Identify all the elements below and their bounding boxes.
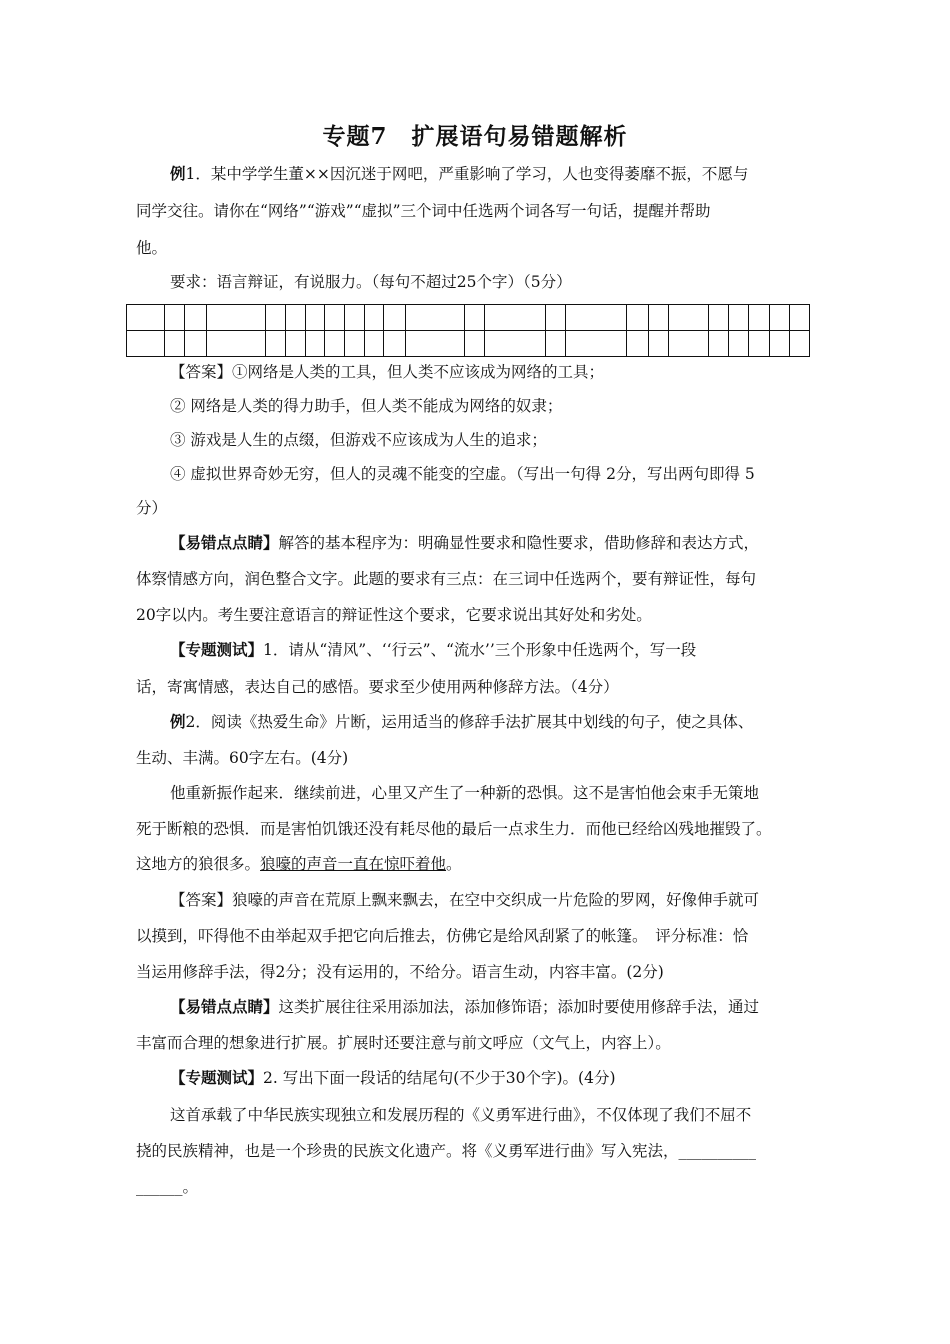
test-line-2: 话，寄寓情感，表达自己的感悟。要求至少使用两种修辞方法。（4分）	[136, 678, 619, 696]
test-label: 【专题测试】	[170, 640, 264, 659]
test-line-1: 【专题测试】1．请从“清风”、‘‘行云”、“流水’’三个形象中任选两个，写一段	[170, 640, 697, 659]
example-2-line-1: 例2．阅读《热爱生命》片断，运用适当的修辞手法扩展其中划线的句子，使之具体、	[170, 712, 754, 731]
underlined-sentence: 狼嚎的声音一直在惊吓着他	[260, 855, 447, 873]
answer-line-5: 分）	[136, 499, 168, 517]
passage-line-3: 这地方的狼很多。狼嚎的声音一直在惊吓着他。	[136, 855, 462, 873]
grid-row	[127, 305, 810, 331]
test-2-line-1: 【专题测试】2. 写出下面一段话的结尾句(不少于30个字)。(4分)	[170, 1068, 616, 1087]
example-1-line-2: 同学交往。请你在“网络”“游戏”“虚拟”三个词中任选两个词各写一句话，提醒并帮助	[136, 202, 711, 220]
tip-2-line-2: 丰富而合理的想象进行扩展。扩展时还要注意与前文呼应（文气上，内容上）。	[136, 1034, 671, 1052]
answer-line-2: ② 网络是人类的得力助手，但人类不能成为网络的奴隶；	[170, 397, 563, 415]
example-1-line-3: 他。	[136, 239, 168, 257]
tip-label: 【易错点点睛】	[170, 997, 279, 1016]
tip-line-2: 体察情感方向，润色整合文字。此题的要求有三点：在三词中任选两个，要有辩证性，每句	[136, 570, 757, 588]
passage-line-1: 他重新振作起来．继续前进，心里又产生了一种新的恐惧。这不是害怕他会束手无策地	[170, 784, 760, 802]
answer-line-4: ④ 虚拟世界奇妙无穷，但人的灵魂不能变的空虚。（写出一句得 2分，写出两句即得 5	[170, 465, 755, 483]
answer-line-3: ③ 游戏是人生的点缀，但游戏不应该成为人生的追求；	[170, 431, 547, 449]
grid-row	[127, 331, 810, 357]
question-line-3: ______。	[136, 1178, 199, 1196]
answer-label: 【答案】	[170, 363, 233, 381]
answer-grid[interactable]	[126, 304, 810, 357]
answer-2-line-1: 【答案】狼嚎的声音在荒原上飘来飘去，在空中交织成一片危险的罗网，好像伸手就可	[170, 891, 760, 909]
tip-2-line-1: 【易错点点睛】这类扩展往往采用添加法，添加修饰语；添加时要使用修辞手法，通过	[170, 997, 760, 1016]
question-line-2: 挠的民族精神，也是一个珍贵的民族文化遗产。将《义勇军进行曲》写入宪法，__________	[136, 1142, 757, 1160]
tip-line-1: 【易错点点睛】解答的基本程序为：明确显性要求和隐性要求，借助修辞和表达方式，	[170, 533, 760, 552]
answer-line-1: 【答案】①网络是人类的工具，但人类不应该成为网络的工具；	[170, 363, 605, 381]
page-title: 专题7 扩展语句易错题解析	[322, 123, 628, 150]
example-label: 例	[170, 164, 186, 183]
tip-label: 【易错点点睛】	[170, 533, 279, 552]
example-1-line-1: 例1．某中学学生董××因沉迷于网吧，严重影响了学习，人也变得萎靡不振，不愿与	[170, 164, 749, 183]
passage-line-2: 死于断粮的恐惧．而是害怕饥饿还没有耗尽他的最后一点求生力．而他已经给凶残地摧毁了。	[136, 820, 772, 838]
answer-2-line-3: 当运用修辞手法，得2分；没有运用的，不给分。语言生动，内容丰富。(2分)	[136, 963, 664, 981]
tip-line-3: 20字以内。考生要注意语言的辩证性这个要求，它要求说出其好处和劣处。	[136, 606, 652, 624]
example-2-line-2: 生动、丰满。60字左右。(4分)	[136, 749, 349, 767]
example-label: 例	[170, 712, 186, 731]
test-label: 【专题测试】	[170, 1068, 264, 1087]
answer-2-line-2: 以摸到，吓得他不由举起双手把它向后推去，仿佛它是给风刮紧了的帐篷。 评分标准：恰	[136, 927, 749, 945]
question-line-1: 这首承载了中华民族实现独立和发展历程的《义勇军进行曲》，不仅体现了我们不屈不	[170, 1106, 752, 1124]
answer-label: 【答案】	[170, 891, 233, 909]
example-1-requirement: 要求：语言辩证，有说服力。（每句不超过25个字）（5分）	[170, 273, 572, 291]
